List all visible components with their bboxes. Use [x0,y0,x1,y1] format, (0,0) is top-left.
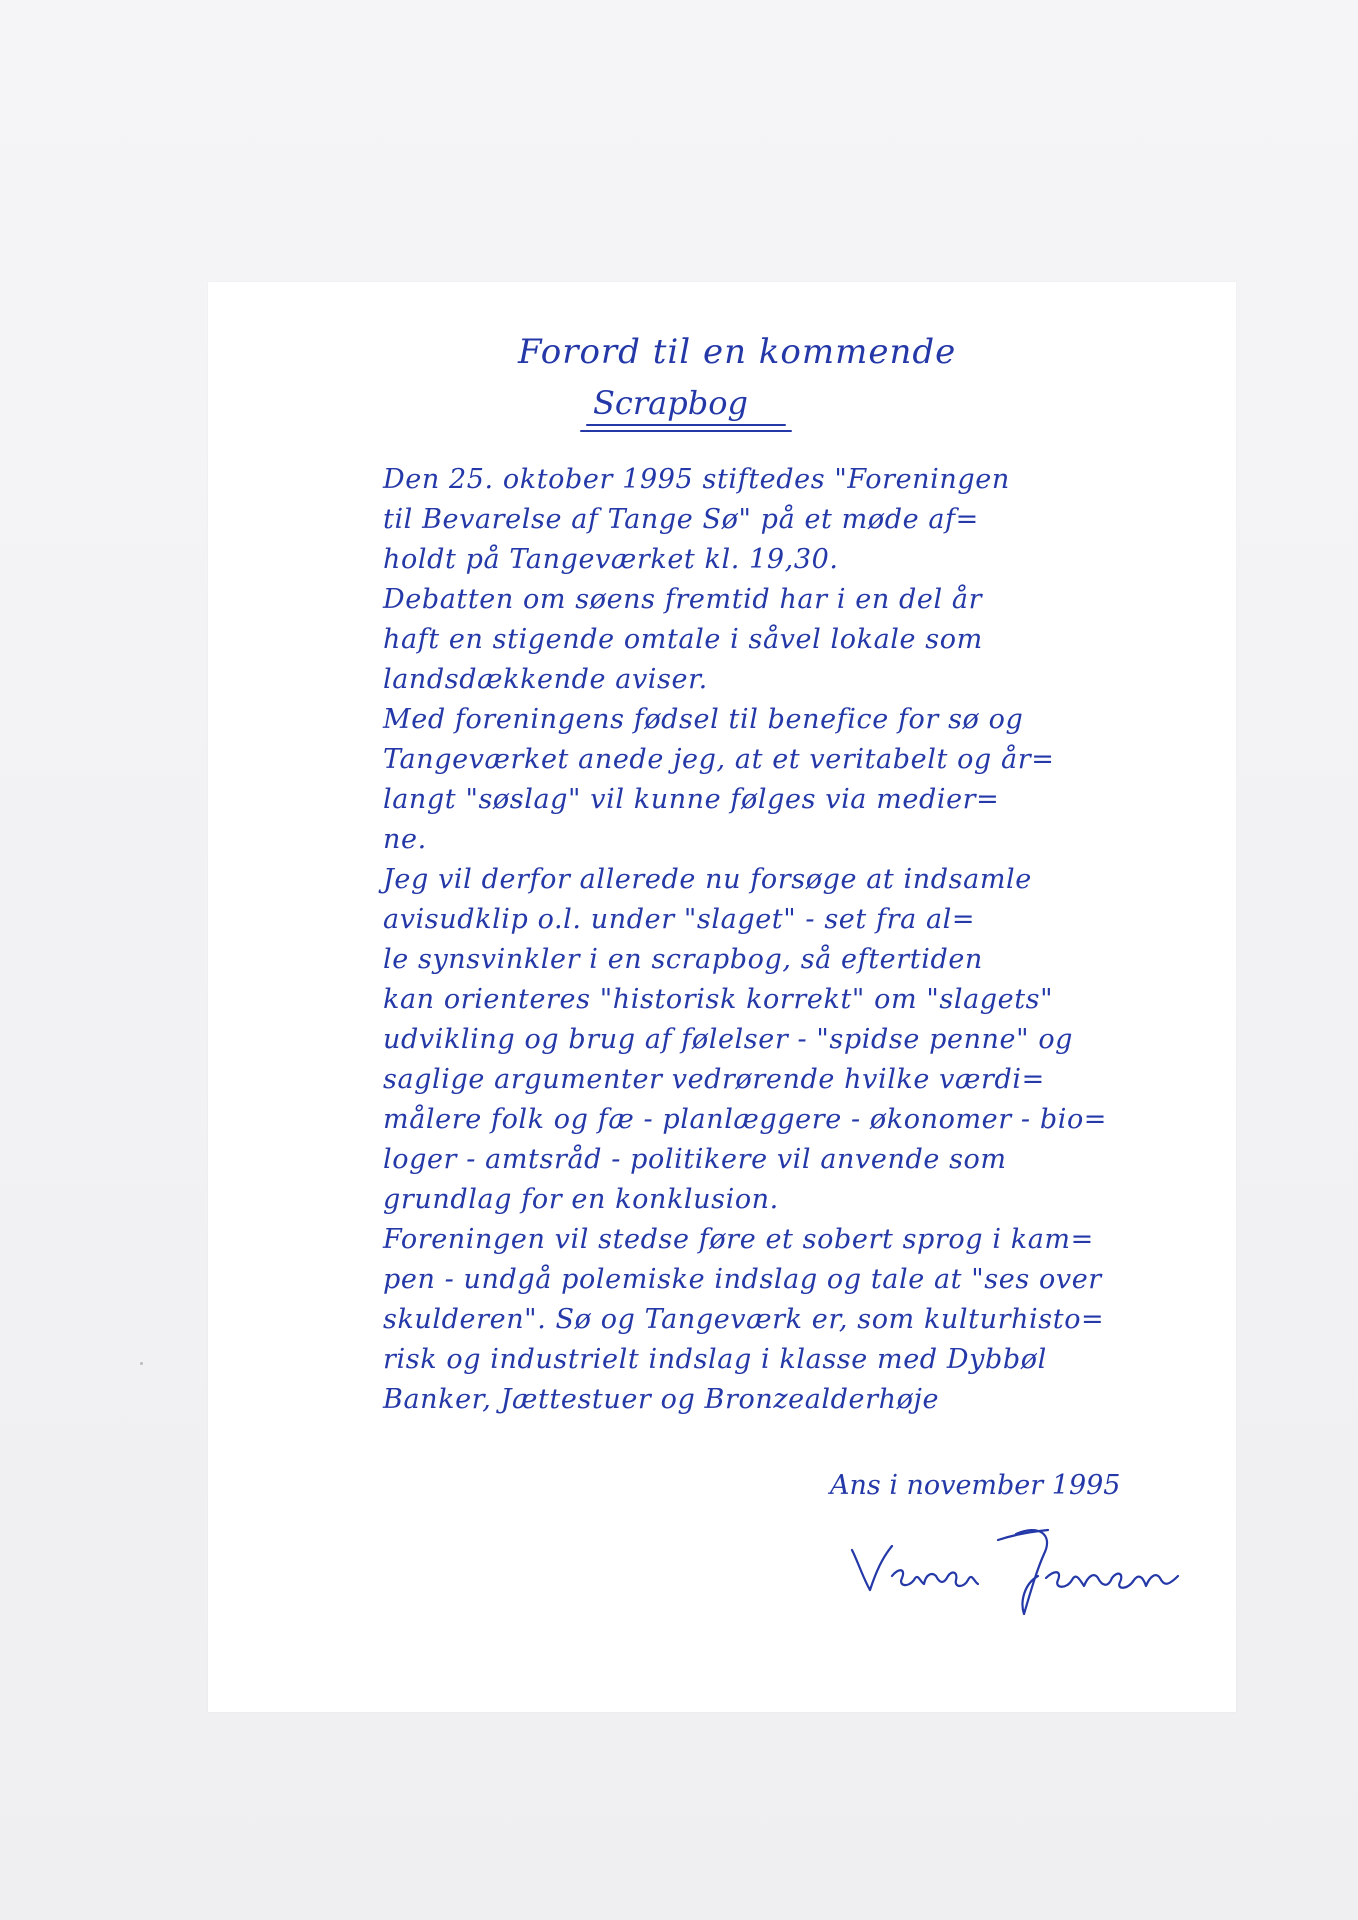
handwritten-signature [848,1510,1188,1620]
body-line: til Bevarelse af Tange Sø" på et møde af= [383,504,979,535]
body-line: målere folk og fæ - planlæggere - økonomer - bio= [383,1104,1108,1135]
body-line: saglige argumenter vedrørende hvilke værdi= [383,1064,1045,1095]
body-line: Den 25. oktober 1995 stiftedes "Foreningen [383,464,1010,495]
body-line: grundlag for en konklusion. [383,1184,779,1215]
place-and-date: Ans i november 1995 [830,1470,1121,1501]
body-line: Debatten om søens fremtid har i en del år [383,584,983,615]
body-line: pen - undgå polemiske indslag og tale at "ses over [383,1264,1102,1295]
body-line: skulderen". Sø og Tangeværk er, som kulturhisto= [383,1304,1105,1335]
subtitle-underline-top [586,424,786,426]
subtitle-underline-bottom [580,430,792,432]
body-line: Banker, Jættestuer og Bronzealderhøje [383,1384,940,1415]
body-line: risk og industrielt indslag i klasse med Dybbøl [383,1344,1047,1375]
body-line: udvikling og brug af følelser - "spidse penne" og [383,1024,1074,1055]
letter-body [383,460,1203,1420]
body-line: Jeg vil derfor allerede nu forsøge at indsamle [383,864,1032,895]
body-line: ne. [383,824,427,855]
body-line: holdt på Tangeværket kl. 19,30. [383,544,839,575]
body-line: le synsvinkler i en scrapbog, så eftertiden [383,944,983,975]
body-line: kan orienteres "historisk korrekt" om "slagets" [383,984,1054,1015]
letter-subtitle: Scrapbog [593,384,748,422]
body-line: landsdækkende aviser. [383,664,708,695]
body-line: haft en stigende omtale i såvel lokale som [383,624,983,655]
body-line: loger - amtsråd - politikere vil anvende som [383,1144,1007,1175]
handwritten-letter-page [208,282,1236,1712]
scan-speck [140,1362,143,1365]
letter-title: Forord til en kommende [518,332,957,372]
body-line: avisudklip o.l. under "slaget" - set fra al= [383,904,976,935]
body-line: langt "søslag" vil kunne følges via medier= [383,784,1000,815]
body-line: Med foreningens fødsel til benefice for sø og [383,704,1024,735]
body-line: Tangeværket anede jeg, at et veritabelt og år= [383,744,1055,775]
body-line: Foreningen vil stedse føre et sobert sprog i kam= [383,1224,1094,1255]
